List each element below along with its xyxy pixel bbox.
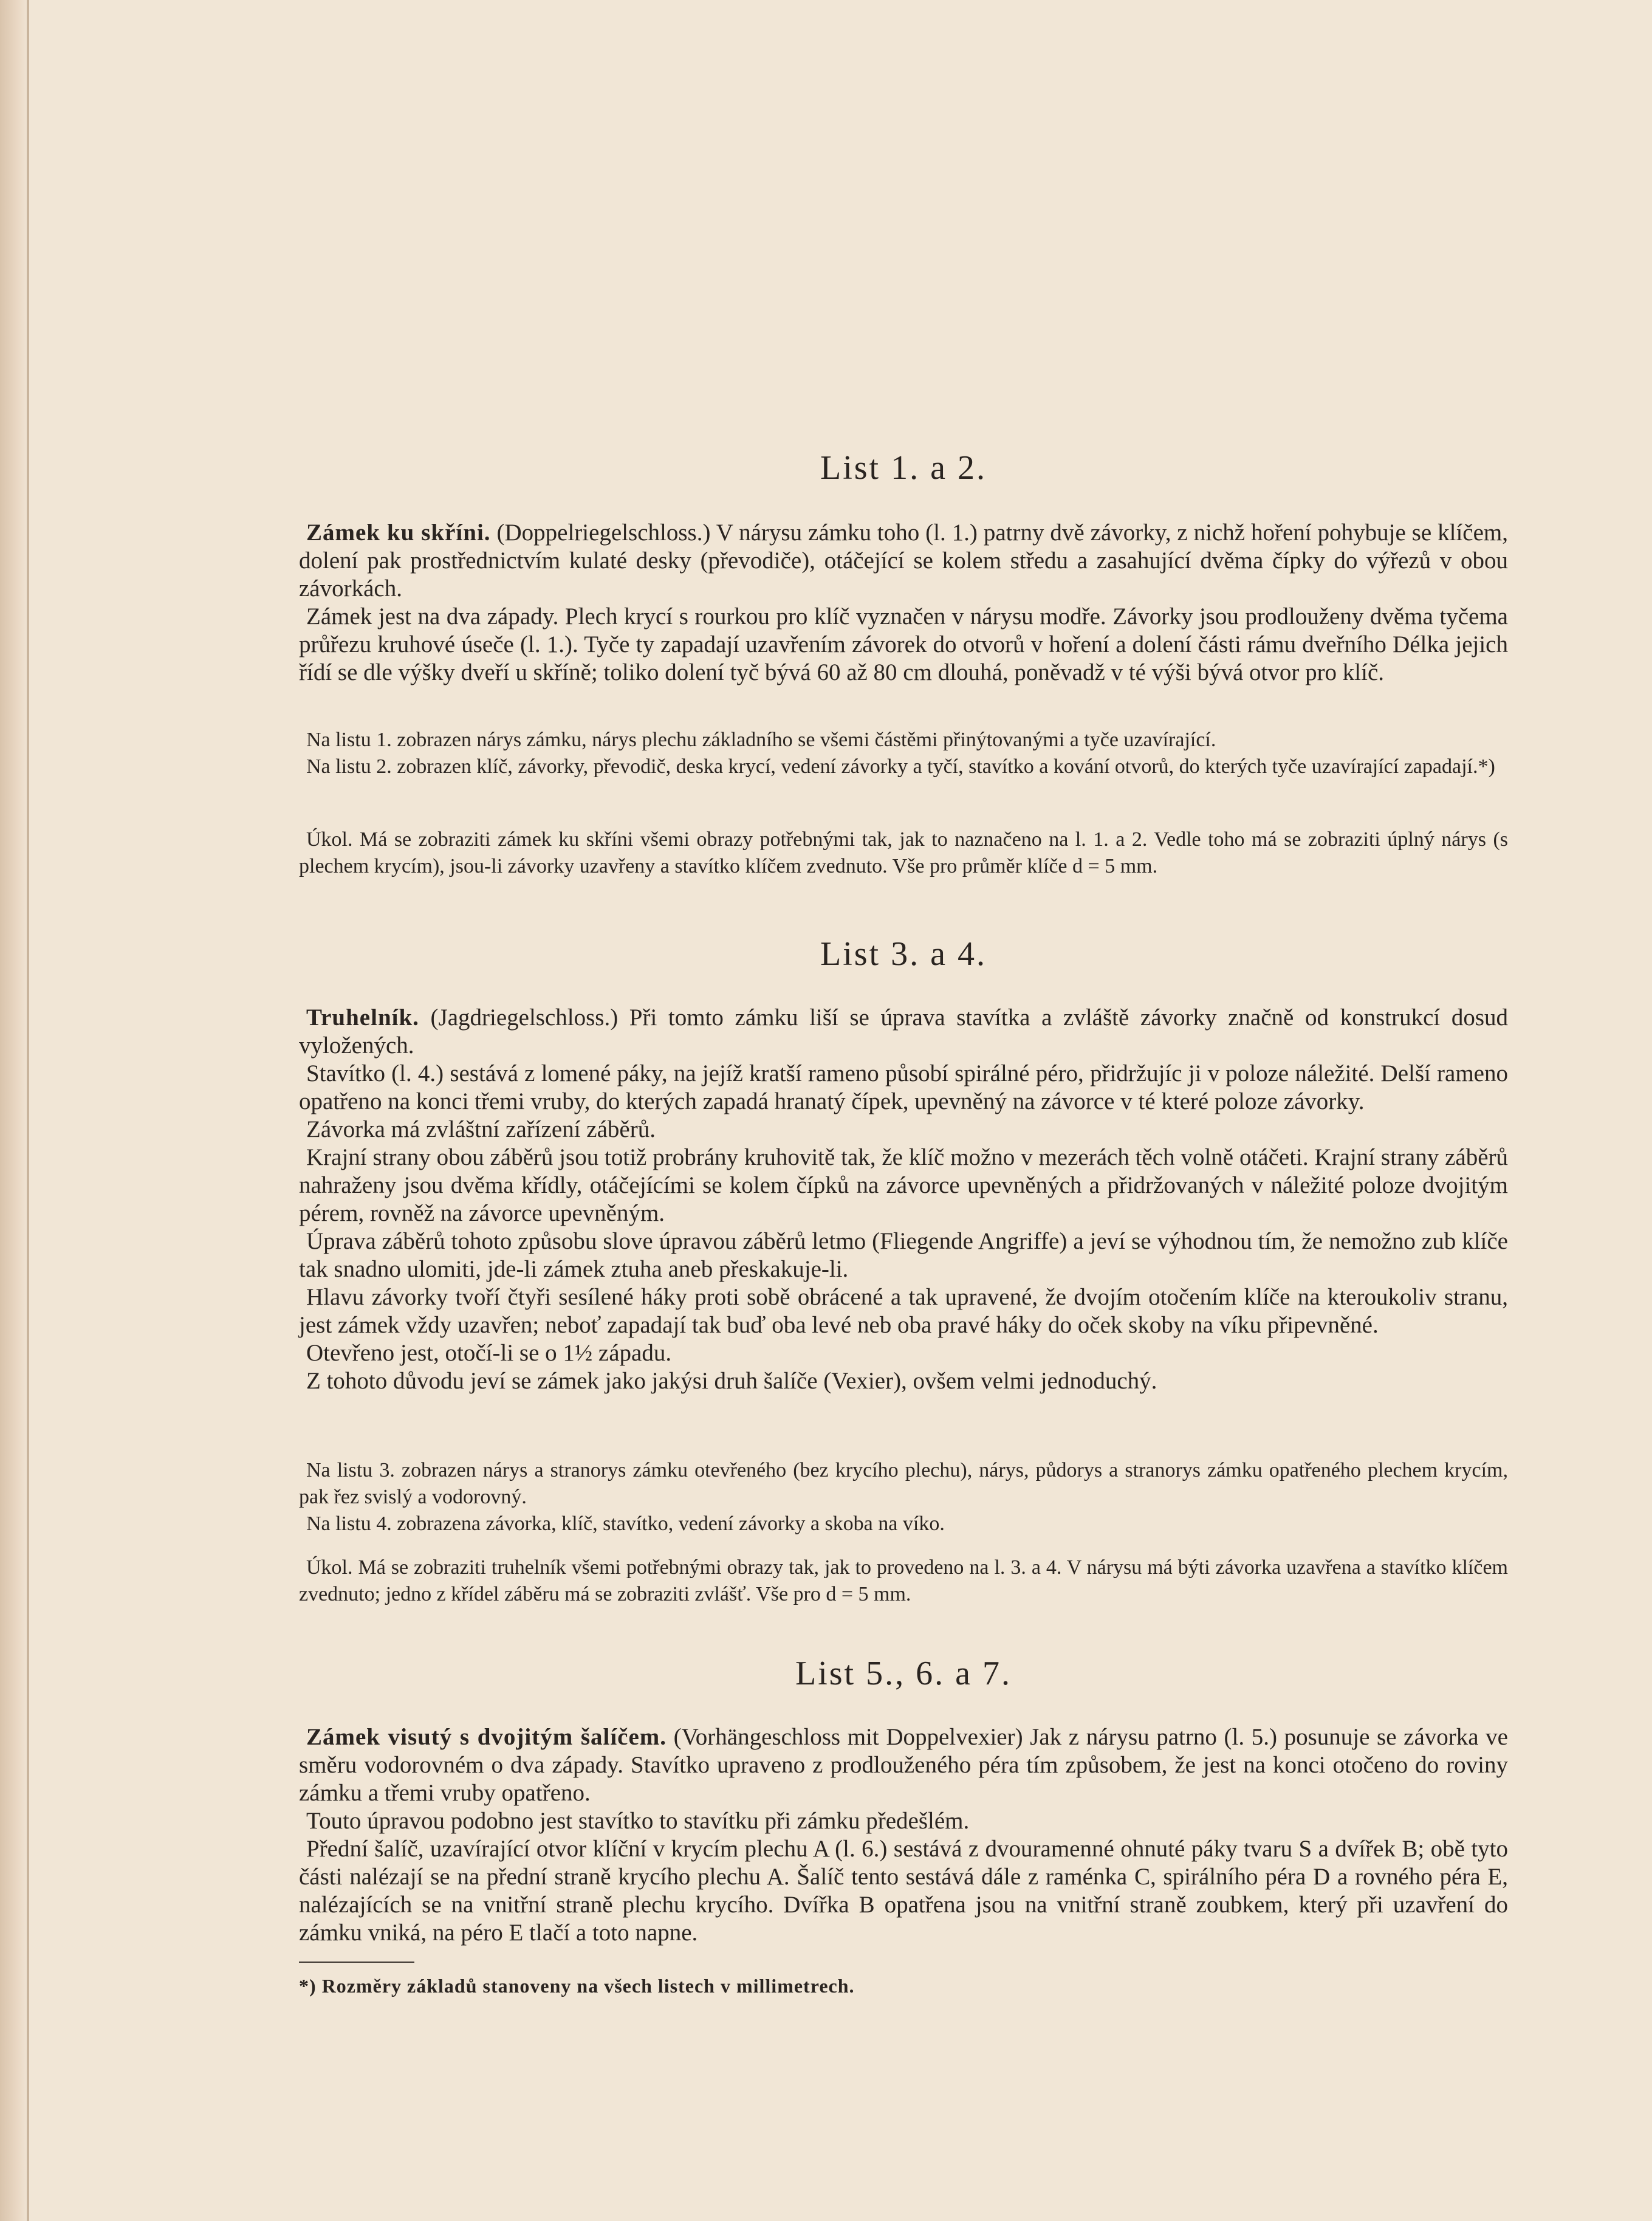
section-1-body xyxy=(299,519,1508,687)
paragraph: Touto úpravou podobno jest stavítko to stavítku při zámku předešlém. xyxy=(306,1808,970,1834)
paragraph xyxy=(299,519,1508,603)
section-3-body xyxy=(299,1723,1508,1947)
paragraph: Hlavu závorky tvoří čtyři sesílené háky proti sobě obrácené a tak upravené, že dvojím otočením klíče na kteroukoliv stranu, jest zámek vždy uzavřen; neboť zapadají tak buď oba levé neb oba pravé háky do oček skoby na víku připevněné. xyxy=(299,1284,1508,1338)
note: Na listu 4. zobrazena závorka, klíč, stavítko, vedení závorky a skoba na víko. xyxy=(306,1512,945,1535)
page-binding-gutter xyxy=(0,0,29,2221)
paragraph: Zámek jest na dva západy. Plech krycí s rourkou pro klíč vyznačen v nárysu modře. Závorky jsou prodlouženy dvěma tyčema průřezu kruhové úseče (l. 1.). Tyče ty zapadají uzavřením závorek do otvorů v hoření a dolení části rámu dveřního Délka jejich řídí se dle výšky dveří u skříně; toliko dolení tyč bývá 60 až 80 cm dlouhá, poněvadž v té výši bývá otvor pro klíč. xyxy=(299,603,1508,685)
note: Na listu 2. zobrazen klíč, závorky, převodič, deska krycí, vedení závorky a tyčí, stavítko a kování otvorů, do kterých tyče uzavírající zapadají.*) xyxy=(306,755,1495,778)
paragraph xyxy=(299,1723,1508,1807)
section-1-task xyxy=(299,826,1508,880)
footnote-rule xyxy=(299,1962,414,1963)
page-edge xyxy=(27,0,29,2221)
paragraph-text: (Jagdriegelschloss.) Při tomto zámku liší se úprava stavítka a zvláště závorky značně od konstrukcí dosud vyložených. xyxy=(299,1004,1508,1059)
paragraph: Přední šalíč, uzavírající otvor klíční v krycím plechu A (l. 6.) sestává z dvouramenné ohnuté páky tvaru S a dvířek B; obě tyto části nalézají se na přední straně krycího plechu A. Šalíč tento sestává dále z raménka C, spirálního péra D a rovného péra E, nalézajících se na vnitřní straně plechu krycího. Dvířka B opatřena jsou na vnitřní straně zoubkem, který při uzavření do zámku vniká, na péro E tlačí a toto napne. xyxy=(299,1836,1508,1946)
paragraph-lead: Zámek visutý s dvojitým šalíčem. xyxy=(306,1724,667,1750)
section-heading-3: List 5., 6. a 7. xyxy=(795,1655,1012,1692)
paragraph: Otevřeno jest, otočí-li se o 1½ západu. xyxy=(306,1340,672,1366)
section-heading-2: List 3. a 4. xyxy=(820,935,987,973)
paragraph-lead: Truhelník. xyxy=(306,1004,419,1031)
paragraph: Závorka má zvláštní zařízení záběrů. xyxy=(306,1116,656,1142)
task: Úkol. Má se zobraziti truhelník všemi potřebnými obrazy tak, jak to provedeno na l. 3. a 4. V nárysu má býti závorka uzavřena a stavítko klíčem zvednuto; jedno z křídel záběru má se zobraziti zvlášť. Vše pro d = 5 mm. xyxy=(299,1556,1508,1605)
task: Úkol. Má se zobraziti zámek ku skříni všemi obrazy potřebnými tak, jak to naznačeno na l. 1. a 2. Vedle toho má se zobraziti úplný nárys (s plechem krycím), jsou-li závorky uzavřeny a stavítko klíčem zvednuto. Vše pro průměr klíče d = 5 mm. xyxy=(299,828,1508,877)
paragraph: Z tohoto důvodu jeví se zámek jako jakýsi druh šalíče (Vexier), ovšem velmi jednoduchý. xyxy=(306,1368,1157,1394)
paragraph xyxy=(299,1004,1508,1060)
paragraph-text: (Doppelriegelschloss.) V nárysu zámku toho (l. 1.) patrny dvě závorky, z nichž hoření pohybuje se klíčem, dolení pak prostřednictvím kulaté desky (převodiče), otáčející se kolem středu a zasahující dvěma čípky do výřezů v obou závorkách. xyxy=(299,520,1509,602)
section-2-task xyxy=(299,1554,1508,1608)
paragraph-lead: Zámek ku skříni. xyxy=(306,520,491,546)
section-2-notes xyxy=(299,1457,1508,1537)
note: Na listu 1. zobrazen nárys zámku, nárys plechu základního se všemi částěmi přinýtovanými a tyče uzavírající. xyxy=(306,729,1216,751)
paragraph: Krajní strany obou záběrů jsou totiž probrány kruhovitě tak, že klíč možno v mezerách těch volně otáčeti. Krajní strany záběrů nahraženy jsou dvěma křídly, otáčejícími se kolem čípků na závorce upevněných a přidržovaných v náležité poloze dvojitým pérem, rovněž na závorce upevněným. xyxy=(299,1144,1508,1226)
section-2-body xyxy=(299,1004,1508,1395)
footnote xyxy=(299,1975,1508,1997)
paragraph-text: (Vorhängeschloss mit Doppelvexier) Jak z nárysu patrno (l. 5.) posunuje se závorka ve směru vodorovném o dva západy. Stavítko upraveno z prodlouženého péra tím způsobem, že jest na konci otočeno do roviny zámku a třemi vruby opatřeno. xyxy=(299,1724,1508,1806)
paragraph: Úprava záběrů tohoto způsobu slove úpravou záběrů letmo (Fliegende Angriffe) a jeví se výhodnou tím, že nemožno zub klíče tak snadno ulomiti, jde-li zámek ztuha aneb přeskakuje-li. xyxy=(299,1228,1508,1282)
section-1-notes xyxy=(299,727,1508,780)
section-heading-1: List 1. a 2. xyxy=(820,449,987,487)
footnote-text: *) Rozměry základů stanoveny na všech listech v millimetrech. xyxy=(299,1975,855,1997)
paragraph: Stavítko (l. 4.) sestává z lomené páky, na jejíž kratší rameno působí spirálné péro, přidržujíc ji v poloze náležité. Delší rameno opatřeno na konci třemi vruby, do kterých zapadá hranatý čípek, upevněný na závorce v té které poloze závorky. xyxy=(299,1060,1508,1114)
note: Na listu 3. zobrazen nárys a stranorys zámku otevřeného (bez krycího plechu), nárys, půdorys a stranorys zámku opatřeného plechem krycím, pak řez svislý a vodorovný. xyxy=(299,1459,1508,1508)
